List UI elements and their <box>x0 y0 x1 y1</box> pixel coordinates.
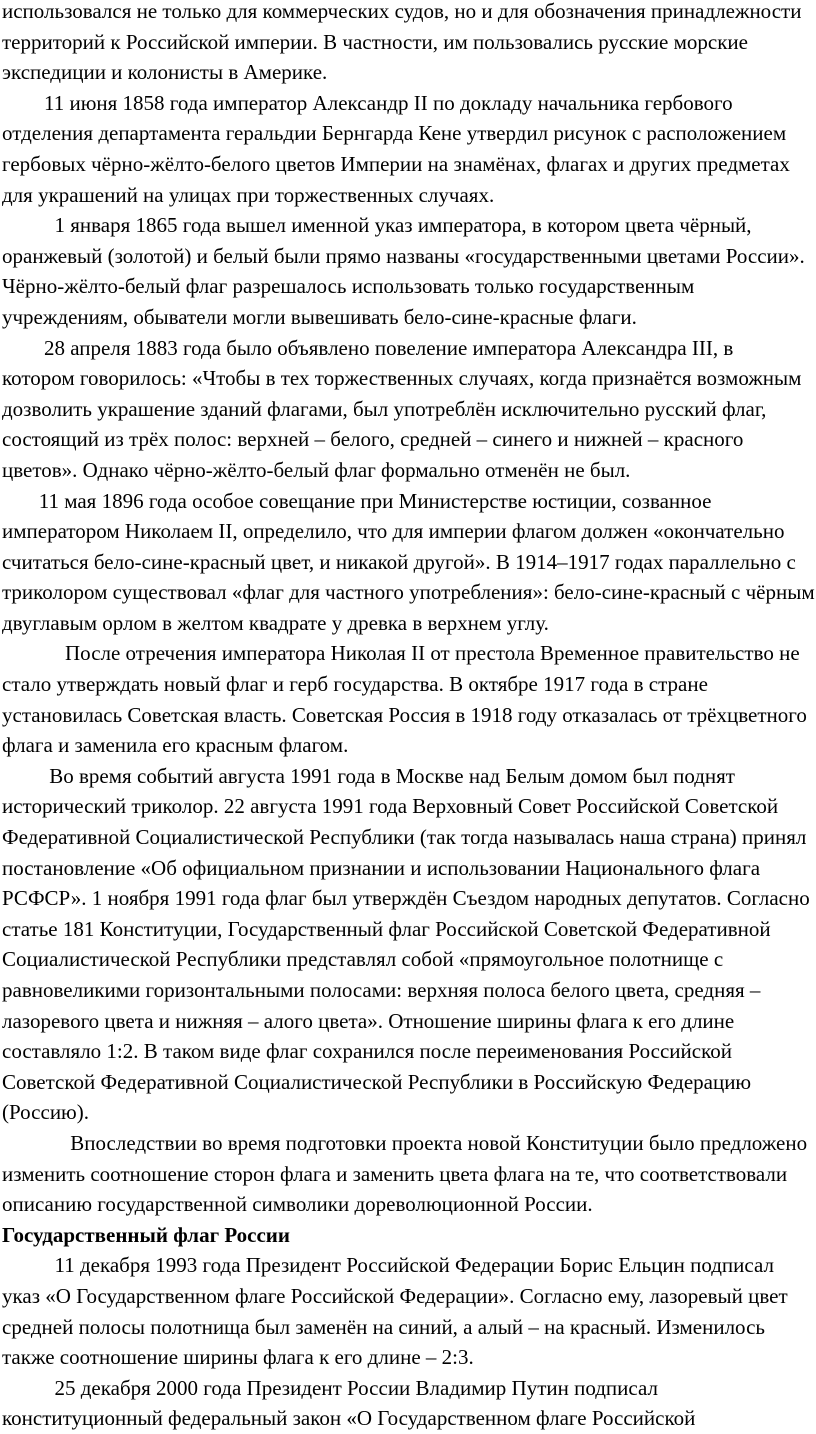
text-line: составляло 1:2. В таком виде флаг сохранился после переименования Российской <box>2 1039 732 1064</box>
section-heading-wrapper <box>2 1220 816 1251</box>
text-line: Социалистической Республики представлял собой «прямоугольное полотнище с <box>2 947 724 972</box>
text-line: РСФСР». 1 ноября 1991 года флаг был утверждён Съездом народных депутатов. Согласно <box>2 886 810 911</box>
text-line: 25 декабря 2000 года Президент России Владимир Путин подписал <box>2 1375 658 1400</box>
text-line: лазоревого цвета и нижняя – алого цвета». Отношение ширины флага к его длине <box>2 1008 735 1033</box>
text-line: После отречения императора Николая II от престола Временное правительство не <box>2 641 800 666</box>
text-line: территорий к Российской империи. В частности, им пользовались русские морские <box>2 29 748 54</box>
text-line: для украшений на улицах при торжественных случаях. <box>2 182 495 207</box>
text-line: триколором существовал «флаг для частного употребления»: бело-сине-красный с чёрным <box>2 580 815 605</box>
text-line: постановление «Об официальном признании и использовании Национального флага <box>2 855 761 880</box>
text-line: средней полосы полотнища был заменён на синий, а алый – на красный. Изменилось <box>2 1314 765 1339</box>
text-line: равновеликими горизонтальными полосами: верхняя полоса белого цвета, средняя – <box>2 978 761 1002</box>
text-line: флага и заменила его красным флагом. <box>2 733 349 758</box>
text-line: описанию государственной символики дореволюционной России. <box>2 1192 593 1217</box>
text-line: установилась Советская власть. Советская Россия в 1918 году отказалась от трёхцветного <box>2 702 807 727</box>
text-line: котором говорилось: «Чтобы в тех торжественных случаях, когда признаётся возможным <box>2 366 802 391</box>
text-line: 11 июня 1858 года император Александр II по докладу начальника гербового <box>2 90 733 115</box>
text-line: Федеративной Социалистической Республики (так тогда называлась наша страна) принял <box>2 825 807 850</box>
text-line: Советской Федеративной Социалистической Республики в Российскую Федерацию <box>2 1069 752 1094</box>
text-line: 1 января 1865 года вышел именной указ императора, в котором цвета чёрный, <box>2 213 752 238</box>
document-body <box>2 0 816 1220</box>
text-line: стало утверждать новый флаг и герб государства. В октябре 1917 года в стране <box>2 672 708 697</box>
text-line: исторический триколор. 22 августа 1991 года Верховный Совет Российской Советской <box>2 794 779 819</box>
text-line: экспедиции и колонисты в Америке. <box>2 60 328 85</box>
text-line: двуглавым орлом в желтом квадрате у древка в верхнем углу. <box>2 610 549 635</box>
text-line: гербовых чёрно-жёлто-белого цветов Империи на знамёнах, флагах и других предметах <box>2 151 790 176</box>
text-line: императором Николаем II, определило, что для империи флагом должен «окончательно <box>2 519 785 544</box>
text-line: считаться бело-сине-красный цвет, и никакой другой». В 1914–1917 годах параллельно с <box>2 549 796 574</box>
text-line: изменить соотношение сторон флага и заменить цвета флага на те, что соответствовали <box>2 1161 788 1186</box>
document-body-continued <box>2 1250 816 1434</box>
text-line: статье 181 Конституции, Государственный флаг Российской Советской Федеративной <box>2 916 771 941</box>
text-line: Впоследствии во время подготовки проекта новой Конституции было предложено <box>2 1130 808 1155</box>
text-line: конституционный федеральный закон «О Государственном флаге Российской <box>2 1406 696 1431</box>
text-line: 11 мая 1896 года особое совещание при Министерстве юстиции, созванное <box>2 488 712 513</box>
text-line: использовался не только для коммерческих судов, но и для обозначения принадлежности <box>2 0 802 23</box>
text-line: указ «О Государственном флаге Российской Федерации». Согласно ему, лазоревый цвет <box>2 1283 788 1308</box>
text-line: Чёрно-жёлто-белый флаг разрешалось использовать только государственным <box>2 274 695 299</box>
text-line: также соотношение ширины флага к его длине – 2:3. <box>2 1345 474 1370</box>
text-line: дозволить украшение зданий флагами, был употреблён исключительно русский флаг, <box>2 396 767 421</box>
text-line: (Россию). <box>2 1100 89 1125</box>
text-line: состоящий из трёх полос: верхней – белого, средней – синего и нижней – красного <box>2 427 744 452</box>
section-heading: Государственный флаг России <box>2 1222 291 1247</box>
text-line: 28 апреля 1883 года было объявлено повеление императора Александра III, в <box>2 335 734 360</box>
text-line: Во время событий августа 1991 года в Москве над Белым домом был поднят <box>2 763 735 788</box>
text-line: оранжевый (золотой) и белый были прямо названы «государственными цветами России». <box>2 243 805 268</box>
text-line: учреждениям, обыватели могли вывешивать бело-сине-красные флаги. <box>2 304 637 329</box>
text-line: цветов». Однако чёрно-жёлто-белый флаг формально отменён не был. <box>2 457 631 482</box>
text-line: отделения департамента геральдии Бернгарда Кене утвердил рисунок с расположением <box>2 121 787 146</box>
text-line: 11 декабря 1993 года Президент Российской Федерации Борис Ельцин подписал <box>2 1253 774 1278</box>
